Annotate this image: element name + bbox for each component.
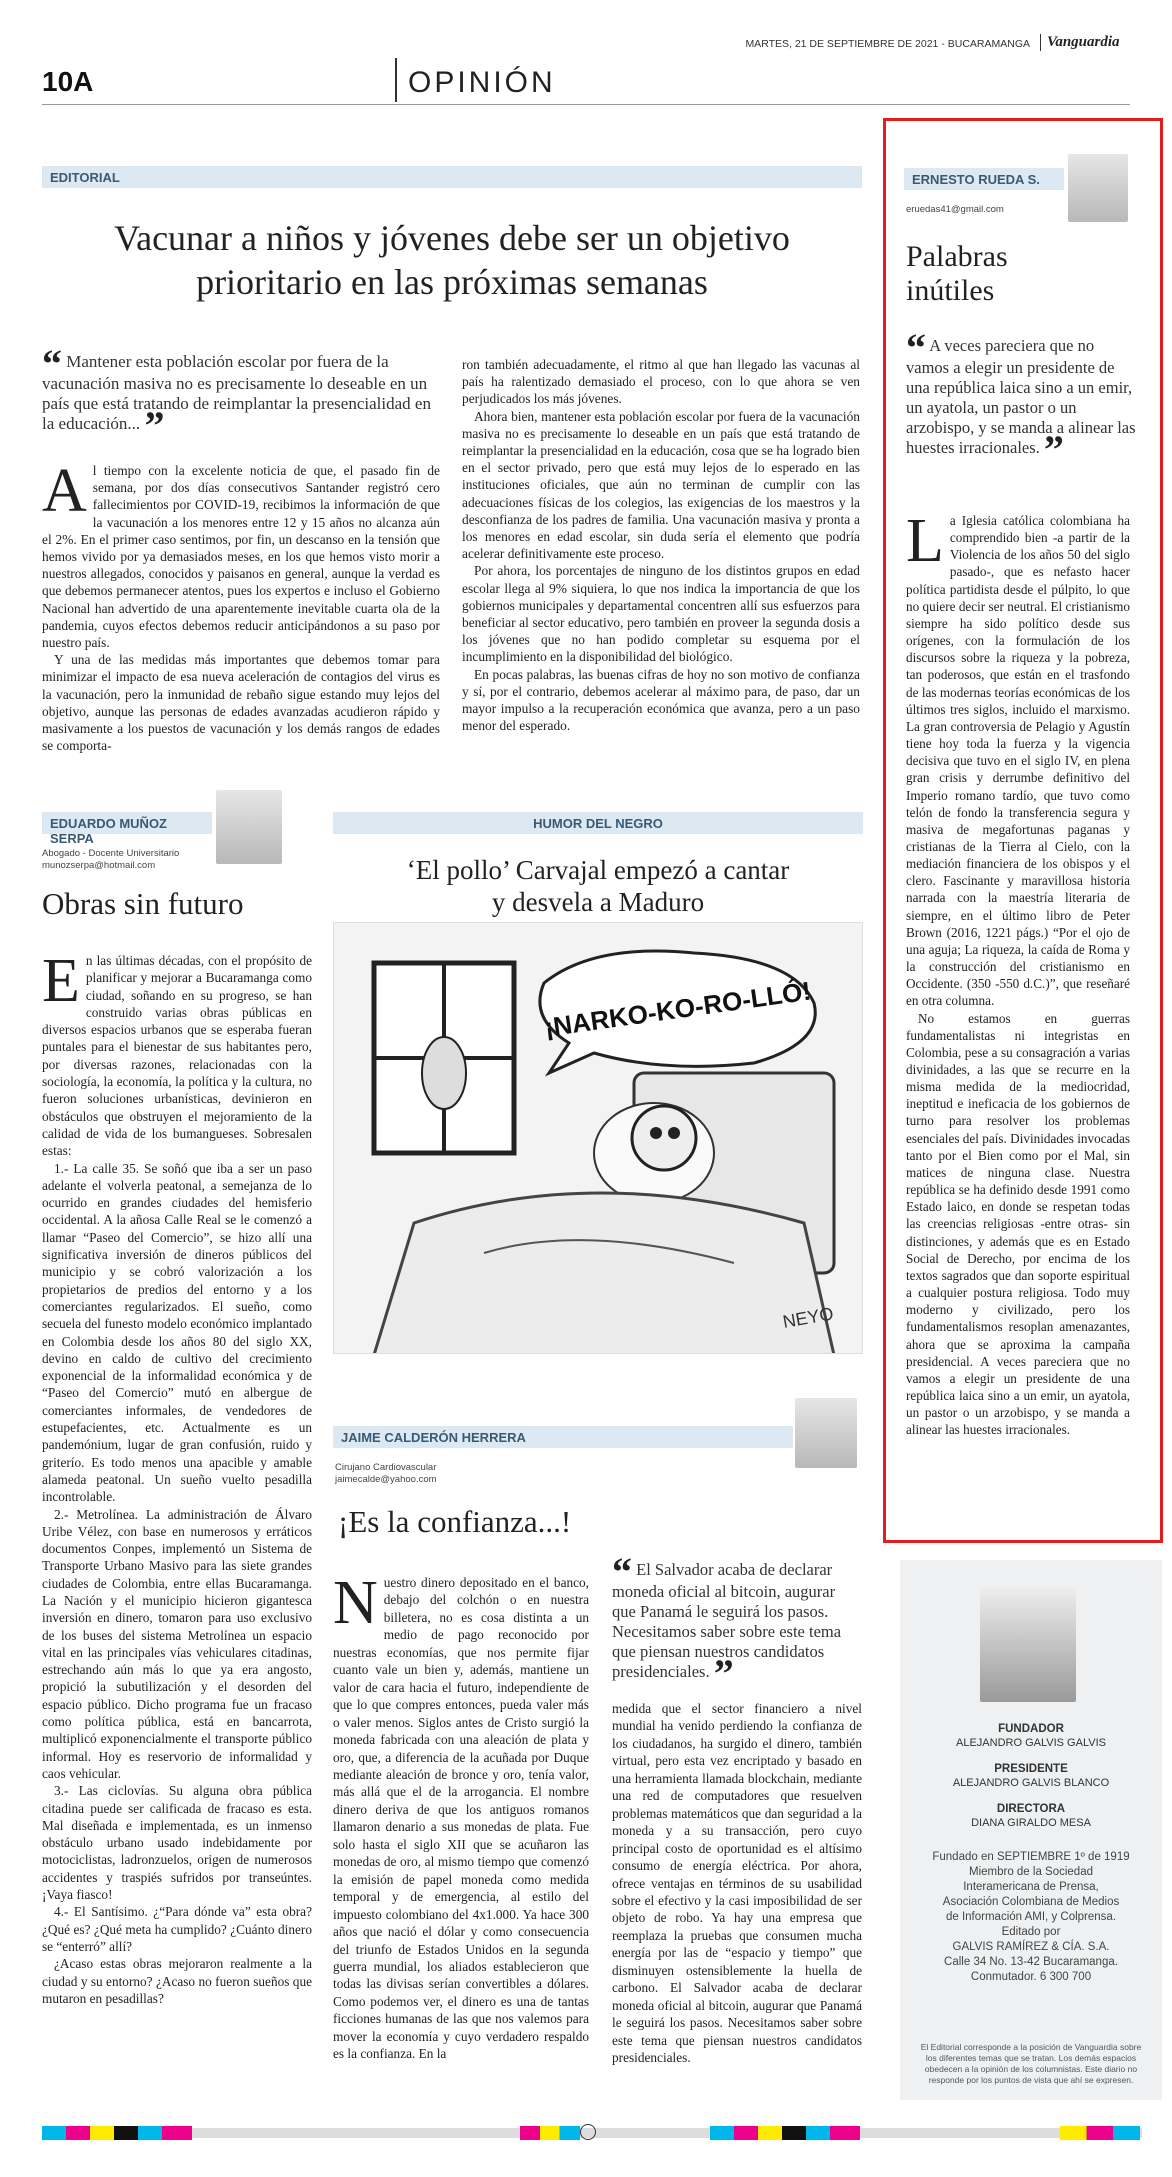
- registration-mark-icon: [580, 2124, 596, 2140]
- masthead-staff: [900, 1722, 1162, 1985]
- calderon-pull-quote: [612, 1549, 862, 1696]
- editorial-col1-p1: l tiempo con la excelente noticia de que, el pasado fin de semana, por dos días consecutivos Santander registró cero fallecimientos por COVID-19, recibimos la información de que la vacunación a los menores entre 12 y 15 años no alcanza aún el 2%. En el primer caso sentimos, por fin, un descanso en la tensión que hemos vivido por ya demasiados meses, en los que hemos visto morir a nuestros allegados, conocidos y paisanos en general, aunque la verdad es que debemos permanecer atentos, pues los expertos e incluso el Gobierno Nacional han advertido de una aparentemente inevitable cuarta ola de la pandemia, cuyos efectos debemos reducir anticipándonos a su paso por nuestro país.: [42, 463, 440, 651]
- cartoon-drawing: [334, 923, 863, 1354]
- info-line: Miembro de la Sociedad: [968, 1866, 1093, 1878]
- munoz-role: Abogado - Docente Universitario: [42, 848, 180, 859]
- calderon-email: jaimecalde@yahoo.com: [335, 1474, 437, 1485]
- calderon-open-quote-icon: “: [612, 1549, 632, 1594]
- humor-tag: HUMOR DEL NEGRO: [333, 812, 863, 834]
- president-label: PRESIDENTE: [994, 1763, 1068, 1775]
- rueda-body: [906, 507, 1130, 1438]
- rueda-pull-quote: [906, 325, 1136, 472]
- editorial-column-2: [462, 356, 860, 734]
- munoz-body: [42, 947, 312, 2007]
- calderon-column-1: [333, 1569, 589, 2063]
- director-name: DIANA GIRALDO MESA: [971, 1817, 1091, 1829]
- info-line: GALVIS RAMÍREZ & CÍA. S.A.: [952, 1941, 1110, 1953]
- open-quote-icon: “: [42, 341, 62, 386]
- editorial-col2-p4: En pocas palabras, las buenas cifras de hoy no son motivo de confianza y sí, por el contrario, debemos acelerar al máximo para, de paso, dar un mayor impulso a la recuperación económica que avanza, pero a un paso menor del esperado.: [462, 666, 860, 734]
- editorial-tag: EDITORIAL: [42, 166, 862, 188]
- director-label: DIRECTORA: [996, 1803, 1066, 1815]
- calderon-role: Cirujano Cardiovascular: [335, 1462, 437, 1473]
- munoz-avatar: [216, 790, 282, 864]
- founder-name: ALEJANDRO GALVIS GALVIS: [956, 1737, 1106, 1749]
- masthead-info: [900, 1850, 1162, 1985]
- brand-logo: Vanguardia: [1040, 34, 1120, 51]
- munoz-author-tag: EDUARDO MUÑOZ SERPA: [42, 812, 212, 834]
- section-title: OPINIÓN: [408, 66, 556, 99]
- editorial-pull-quote-text: Mantener esta población escolar por fuera de la vacunación masiva no es precisamente lo deseable en un país que está tratando de reimplantar la presencialidad en la educación...: [42, 352, 431, 433]
- color-bar-mid: [520, 2126, 580, 2140]
- info-line: de Información AMI, y Colprensa.: [945, 1911, 1117, 1923]
- editorial-column-1: [42, 457, 440, 754]
- editorial-headline: [42, 216, 862, 304]
- info-line: Editado por: [1001, 1926, 1061, 1938]
- rueda-headline: [906, 240, 1146, 308]
- rueda-author-tag: ERNESTO RUEDA S.: [904, 168, 1064, 190]
- color-bar-right: [710, 2126, 860, 2140]
- cartoon-signature: NEYO: [781, 1303, 835, 1332]
- header-divider: [395, 58, 397, 102]
- calderon-dropcap: N: [333, 1569, 378, 1637]
- cartoon-speech: ¡NARKO-KO-RO-LLÓ!: [542, 975, 813, 1043]
- calderon-avatar: [795, 1398, 857, 1468]
- calderon-col2-text: medida que el sector financiero a nivel mundial ha venido perdiendo la confianza de los ciudadanos, ha surgido el dinero, también virtual, pero esta vez encriptado y basado en una herramienta llamada blockchain, mediante una red de computadores que resuelven problemas matemáticos que dan seguridad a la moneda y a su transacción, pero cuyo principal costo de oportunidad es el altísimo consumo de energía eléctrica. Por ahora, ofrece ventajas en términos de su usabilidad sobre el efectivo y la casi imposibilidad de ser objeto de robo. Ya hay una empresa que reemplaza la pruebas que consumen mucha energía por las de “espacio y tiempo” que disminuyen ostensiblemente la huella de carbono. El Salvador acaba de declarar moneda oficial al bitcoin, augurar que Panamá le seguirá los pasos. Necesitamos saber sobre este tema que piensan nuestros candidatos presidenciales.: [612, 1701, 862, 2066]
- page-number: 10A: [42, 66, 94, 97]
- calderon-close-quote-icon: ”: [713, 1651, 734, 1696]
- editorial-headline-line2: prioritario en las próximas semanas: [196, 262, 708, 302]
- munoz-email: munozserpa@hotmail.com: [42, 860, 156, 871]
- munoz-p4: 3.- Las ciclovías. Su alguna obra pública citadina puede ser calificada de fracaso es esta. Mal diseñada e implementada, es un inmenso obstáculo urbano usado indebidamente por motociclistas, ladronzuelos, origen de numerosos accidentes y traspiés sufridos por transeúntes. ¡Vaya fiasco!: [42, 1783, 312, 1903]
- rueda-dropcap: L: [906, 507, 944, 575]
- rueda-open-quote-icon: “: [906, 325, 926, 370]
- calderon-headline: ¡Es la confianza...!: [338, 1504, 572, 1539]
- rueda-pull-quote-text: A veces pareciera que no vamos a elegir un presidente de una república laica sino a un emir, un ayatola, un pastor o un arzobispo, y se manda a alinear las huestes irracionales.: [906, 336, 1136, 457]
- info-line: Calle 34 No. 13-42 Bucaramanga.: [944, 1956, 1118, 1968]
- editorial-headline-line1: Vacunar a niños y jóvenes debe ser un objetivo: [114, 218, 790, 258]
- header-rule: [42, 104, 1130, 105]
- calderon-author-tag: JAIME CALDERÓN HERRERA: [333, 1426, 793, 1448]
- editorial-col1-p2: Y una de las medidas más importantes que debemos tomar para minimizar el impacto de esa nueva aceleración de contagios del virus es la vacunación, pero la inmunidad de rebaño sigue estando muy lejos del objetivo, aunque las personas de edades avanzadas acudieron rápido y masivamente a los puestos de vacunación y los demás rangos de edades se comporta-: [42, 652, 440, 754]
- humor-headline-line1: ‘El pollo’ Carvajal empezó a cantar: [406, 855, 790, 885]
- munoz-p3: 2.- Metrolínea. La administración de Álvaro Uribe Vélez, con base en numerosos y erráticos documentos Conpes, implementó un Sistema de Transporte Urbano Masivo para las siete grandes ciudades de Colombia, entre ellas Bucaramanga. La Nación y el municipio hicieron gigantesca inversión en dinero, tomaron para uso exclusivo de los buses del sistema Metrolínea un espacio vital en las principales vías vehiculares citadinas, estrechando aún más lo que ya era angosto, propició la subutilización y el desorden del espacio público. Dicho programa fue un fracaso como política pública, está en bancarrota, multiplicó exponencialmente el transporte público informal. Hoy es reservorio de informalidad y caos vehicular.: [42, 1506, 312, 1781]
- cartoon-image: [333, 922, 863, 1354]
- rueda-p2: No estamos en guerras fundamentalistas ni integristas en Colombia, pese a su consagración a varias divinidades, a las que se recurre en la misma medida de la mediocridad, ineptitud e ineficacia de los gobiernos de turno para resolver los problemas esenciales del país. Divinidades invocadas tanto por el Bien como por el Mal, sin matices de ninguna clase. Nuestra república se ha definido desde 1991 como Estado laico, en donde se respetan todas las creencias religiosas -entre otras- sin distinciones, y además que es en Estado Social de Derecho, por encima de los textos sagrados que dan soporte espiritual a cualquier postura religiosa. Todo muy moderno y civilizado, pero los fundamentalismos resoplan amenazantes, ahora que se aproxima la campaña presidencial. A veces pareciera que no vamos a elegir un presidente de una república laica sino a un emir, un ayatola, un pastor o un arzobispo, y se manda a alinear las huestes irracionales.: [906, 1010, 1130, 1438]
- rueda-p1: a Iglesia católica colombiana ha comprendido bien -a partir de la Violencia de los años 50 del siglo pasado-, que es nefasto hacer política partidista desde el púlpito, lo que no quiere decir ser neutral. El cristianismo siempre ha sido político desde sus orígenes, con la formulación de los discursos sobre la riqueza y la pobreza, tan poderosos, que están en el trasfondo de las modernas teorías económicas de los últimos tres siglos, incluido el marxismo. La gran controversia de Pelagio y Agustín tiene hoy toda la fuerza y la vigencia decisiva que tuvo en el siglo IV, en plena gran crisis y derrumbe definitivo del Imperio romano tardío, que tuvo como telón de fondo la transferencia segura y masiva de megafortunas paganas y cristianas de la Tierra al Cielo, con la mediación financiera de los obispos y el clero. Fascinante y maravillosa historia narrada con la maestría literaria de siempre, en el último libro de Peter Brown (2016, 1221 págs.) “Por el ojo de una aguja; La riqueza, la caída de Roma y la construcción del cristianismo en Occidente. (350 -550 d.C.)”, que reseñaré en otra columna.: [906, 513, 1130, 1009]
- rueda-avatar: [1068, 154, 1128, 222]
- munoz-headline: Obras sin futuro: [42, 886, 244, 921]
- rueda-close-quote-icon: ”: [1043, 427, 1064, 472]
- color-bar-far-right: [1060, 2126, 1140, 2140]
- founder-label: FUNDADOR: [998, 1723, 1064, 1735]
- munoz-p2: 1.- La calle 35. Se soñó que iba a ser un paso adelante el volverla peatonal, a semejanza de lo ocurrido en grandes ciudades del hemisferio occidental. A la añosa Calle Real se le comenzó a llamar “Paseo del Comercio”, se hizo allí una significativa inversión de dineros públicos del municipio y se cobró valorización a los propietarios de predios del entorno y a los comerciantes regularizados. El sueño, como secuela del funesto modelo económico implantado en Colombia desde los años 80 del siglo XX, devino en caldo de cultivo del crecimiento exponencial de la informalidad económica y de “Paseo del Comercio” mutó en albergue de comerciantes informales, de vendedores de estupefacientes, etc. Actualmente es un pandemónium, lugar de gran confusión, ruido y griterío. Es todo menos una apacible y amable alameda peatonal. Un sueño vuelto pesadilla incontrolable.: [42, 1160, 312, 1505]
- date-line: MARTES, 21 DE SEPTIEMBRE DE 2021 - BUCARAMANGA: [745, 38, 1030, 50]
- munoz-p5: 4.- El Santísimo. ¿“Para dónde va” esta obra? ¿Qué es? ¿Qué meta ha cumplido? ¿Cuánto dinero se “enterró” allí?: [42, 1904, 312, 1954]
- close-quote-icon: ”: [144, 403, 165, 448]
- info-line: Interamericana de Prensa,: [963, 1881, 1099, 1893]
- rueda-headline-line2: inútiles: [906, 274, 995, 307]
- humor-headline-line2: y desvela a Maduro: [491, 887, 705, 917]
- info-line: Conmutador. 6 300 700: [970, 1971, 1092, 1983]
- editorial-dropcap: A: [42, 457, 87, 525]
- editorial-col2-p2: Ahora bien, mantener esta población escolar por fuera de la vacunación masiva no es precisamente lo deseable en un país que está tratando de reimplantar la presencialidad en la educación, cosa que se ha logrado bien en el sector privado, pero que está muy lejos de lo esperado en las instituciones oficiales, que aún no terminan de cumplir con las adecuaciones físicas de los colegios, las exigencias de los maestros y la desconfianza de los padres de familia. Una vacunación masiva y pronta a los menores en edad escolar, sin duda sería el elemento que podría acelerar definitivamente este proceso.: [462, 408, 860, 562]
- rueda-headline-line1: Palabras: [906, 240, 1008, 273]
- info-line: Fundado en SEPTIEMBRE 1º de 1919: [932, 1851, 1130, 1863]
- president-name: ALEJANDRO GALVIS BLANCO: [952, 1777, 1110, 1789]
- calderon-col1-text: uestro dinero depositado en el banco, debajo del colchón o en nuestra billetera, no es cosa distinta a un medio de pago reconocido por nuestras economías, que nos permite fijar cuanto vale un bien y, además, mantiene un valor de cara hacia el futuro, independiente de que lo que compres entonces, pueda valer más o valer menos. Siglos antes de Cristo surgió la moneda fabricada con una aleación de plata y oro, que, a diferencia de la acuñada por Duque mediante aleación de bronce y oro, tenía valor, más allá que el de la arrogancia. El nombre dinero deriva de que los antiguos romanos llamaron denario a sus monedas de plata. Fue solo hasta el siglo XII que se acuñaron las monedas de oro, al mismo tiempo que comenzó la emisión de papel moneda como medida temporal y de emergencia, al estilo del impuesto colombiano del 4x1.000. Ya hace 300 años que nació el dólar y como consecuencia del triunfo de Estados Unidos en la segunda guerra mundial, los aliados establecieron que todas las divisas serían convertibles a dólares. Como podemos ver, el dinero es una de tantas ficciones humanas de las que nos valemos para mover la economía y cuyo verdadero respaldo es la confianza. En la: [333, 1575, 589, 2062]
- calderon-pull-quote-text: El Salvador acaba de declarar moneda oficial al bitcoin, augurar que Panamá le seguirá los pasos. Necesitamos saber sobre este tema que piensan nuestros candidatos presidenciales.: [612, 1560, 842, 1681]
- editorial-col2-p1: ron también adecuadamente, el ritmo al que han llegado las vacunas al país ha ralentizado demasiado el proceso, con lo que ahora se ven perjudicados los más jóvenes.: [462, 357, 860, 407]
- editorial-col2-p3: Por ahora, los porcentajes de ninguno de los distintos grupos en edad escolar llega al 9% siquiera, lo que nos indica la importancia de que los gobiernos municipales y departamental concentren allí sus esfuerzos para beneficiar al sector educativo, pero también en proveer la segunda dosis a los jóvenes que no han podido completar su esquema por el incumplimiento en la disponibilidad del biológico.: [462, 563, 860, 665]
- masthead-disclaimer: El Editorial corresponde a la posición de Vanguardia sobre los diferentes temas que se tratan. Los demás espacios obedecen a la opinión de los columnistas. Este diario no responde por los puntos de vista que ahí se expresen.: [920, 2042, 1142, 2085]
- calderon-column-2: [612, 1700, 862, 2067]
- humor-headline: [333, 854, 863, 918]
- editorial-pull-quote: [42, 341, 440, 448]
- munoz-p6: ¿Acaso estas obras mejoraron realmente a la ciudad y su entorno? ¿Acaso no fueron sueños que mutaron en pesadillas?: [42, 1956, 312, 2006]
- rueda-email: eruedas41@gmail.com: [906, 204, 1004, 215]
- info-line: Asociación Colombiana de Medios: [942, 1896, 1120, 1908]
- munoz-dropcap: E: [42, 947, 80, 1015]
- munoz-p1: n las últimas décadas, con el propósito de planificar y mejorar a Bucaramanga como ciudad, soñando en su progreso, se han construido varias obras públicas en diversos espacios urbanos que se esperaba fueran puntales para el bienestar de sus habitantes pero, por diversas razones, relacionadas con la sociología, la economía, la política y la cultura, no fueron soluciones urbanísticas, devinieron en obstáculos que obstruyen el mejoramiento de la calidad de vida de los bumangueses. Sobresalen estas:: [42, 953, 312, 1159]
- color-bar-left: [42, 2126, 192, 2140]
- founder-portrait: [980, 1584, 1076, 1702]
